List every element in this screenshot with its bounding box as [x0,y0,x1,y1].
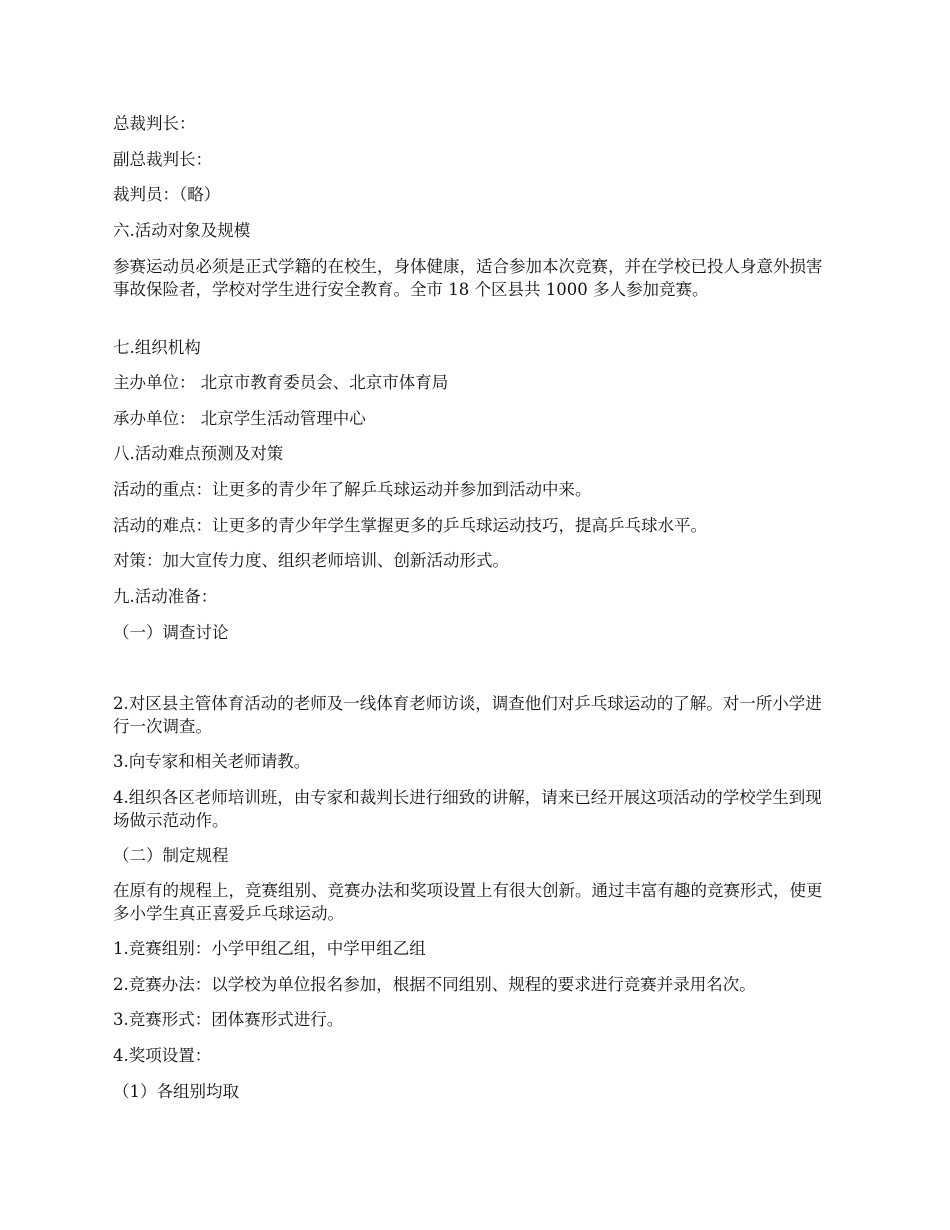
paragraph-rule-2: 2.竞赛办法：以学校为单位报名参加，根据不同组别、规程的要求进行竞赛并录用名次。 [113,975,756,994]
paragraph-rule-1: 1.竞赛组别：小学甲组乙组，中学甲组乙组 [113,939,426,958]
paragraph-participants: 参赛运动员必须是正式学籍的在校生，身体健康，适合参加本次竞赛，并在学校已投人身意外损害事故保险者，学校对学生进行安全教育。全市 18 个区县共 1000 多人参加竞赛。 [113,257,823,299]
paragraph-rule-3: 3.竞赛形式：团体赛形式进行。 [113,1010,344,1029]
section-heading-6: 六.活动对象及规模 [113,221,251,240]
section-heading-9: 九.活动准备： [113,587,218,606]
paragraph-chief-referee: 总裁判长： [113,114,196,133]
paragraph-countermeasures: 对策：加大宣传力度、组织老师培训、创新活动形式。 [113,551,509,570]
paragraph-referees: 裁判员：（略） [113,185,221,204]
paragraph-item-3: 3.向专家和相关老师请教。 [113,752,311,771]
paragraph-difficulty: 活动的难点：让更多的青少年学生掌握更多的乒乓球运动技巧，提高乒乓球水平。 [113,516,707,535]
paragraph-rule-4: 4.奖项设置： [113,1046,212,1065]
paragraph-undertaker: 承办单位： 北京学生活动管理中心 [113,409,366,428]
paragraph-organizer: 主办单位： 北京市教育委员会、北京市体育局 [113,373,449,392]
paragraph-item-2: 2.对区县主管体育活动的老师及一线体育老师访谈，调查他们对乒乓球运动的了解。对一所小学进行一次调查。 [113,694,822,736]
subsection-heading-rules: （二）制定规程 [113,846,229,865]
section-heading-7: 七.组织机构 [113,338,201,357]
paragraph-item-4: 4.组织各区老师培训班，由专家和裁判长进行细致的讲解，请来已经开展这项活动的学校学生到现场做示范动作。 [113,788,822,830]
subsection-heading-survey: （一）调查讨论 [113,623,229,642]
paragraph-rules-intro: 在原有的规程上，竞赛组别、竞赛办法和奖项设置上有很大创新。通过丰富有趣的竞赛形式，使更多小学生真正喜爱乒乓球运动。 [113,881,823,923]
paragraph-key-point: 活动的重点：让更多的青少年了解乒乓球运动并参加到活动中来。 [113,480,592,499]
paragraph-award-1: （1）各组别均取 [113,1082,239,1101]
paragraph-deputy-chief-referee: 副总裁判长： [113,150,212,169]
section-heading-8: 八.活动难点预测及对策 [113,444,284,463]
